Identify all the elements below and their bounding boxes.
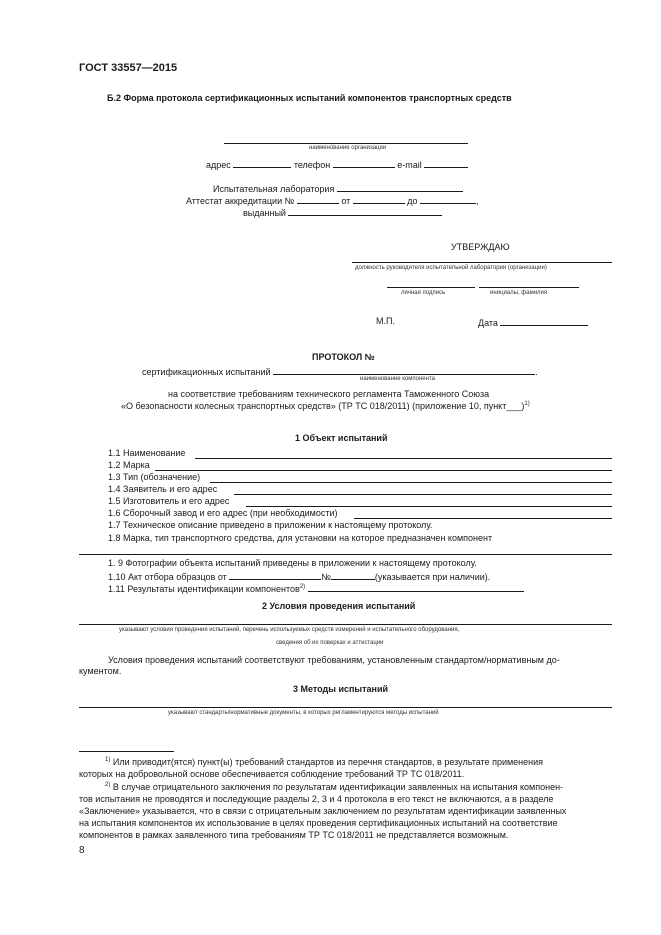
item-1-2-line [155,470,612,471]
compliance-line-2-row [121,401,530,411]
position-caption: должность руководителя испытательной лаборатории (организации) [355,265,547,271]
section2-caption-1: указывают условия проведения испытаний, перечень используемых средств измерений и испытательного оборудования, [119,627,460,633]
component-caption: наименование компонента [360,376,435,382]
item-1-4: 1.4 Заявитель и его адрес [108,484,218,494]
compliance-line-1: на соответствие требованиям технического регламента Таможенного Союза [168,389,490,399]
section2-line [79,624,612,625]
org-name-caption: наименование организации [309,145,387,151]
item-1-8: 1.8 Марка, тип транспортного средства, для установки на которое предназначен компонент [108,533,493,543]
address-label: адрес [206,160,231,170]
section3-title: 3 Методы испытаний [293,684,389,694]
page-number: 8 [79,845,85,856]
signature-line [387,287,475,288]
phone-label: телефон [293,160,331,170]
footnote-2-mark: 2) [105,782,111,788]
from-label: от [341,196,351,206]
stamp-label: М.П. [376,316,395,326]
accreditation-row: Аттестат аккредитации № от до , [186,196,479,206]
footnote-2-line-5: компонентов в рамках заявленного типа требованиям ТР ТС 018/2011 не представляется возможным. [79,830,509,840]
lab-label: Испытательная лаборатория [213,184,335,194]
item-1-9: 1. 9 Фотографии объекта испытаний приведены в приложении к настоящему протоколу. [108,558,477,568]
signature-caption: личная подпись [401,290,446,296]
org-name-line [224,143,468,144]
item-1-10-label: 1.10 Акт отбора образцов от [108,572,227,582]
standard-header: ГОСТ 33557—2015 [79,62,178,74]
section-title: Б.2 Форма протокола сертификационных испытаний компонентов транспортных средств [107,93,512,103]
item-1-10-number-label: № [321,572,331,582]
section2-title: 2 Условия проведения испытаний [262,601,416,611]
footnote-2-line-4: на испытания компонентов их использование в целях проведения сертификационных испытаний на соответствие [79,818,558,828]
address-row [206,158,468,170]
compliance-line-2: «О безопасности колесных транспортных средств» (ТР ТС 018/2011) (приложение 10, пункт___) [121,401,525,411]
item-1-8-line [79,554,612,555]
footnote-1-line-1 [105,757,543,767]
footnote-1-line-2: которых на добровольной основе обеспечивается соблюдение требований ТР ТС 018/2011. [79,769,465,779]
to-label: до [407,196,418,206]
date-label: Дата [478,318,498,328]
item-1-1-line [195,458,612,459]
section2-text-1: Условия проведения испытаний соответствуют требованиям, установленным стандартом/нормативным до- [108,655,560,665]
position-line [352,262,612,263]
footnote-2-line-2: тов испытания не проводятся и последующие разделы 2, 3 и 4 протокола в его текст не включаются, а в разделе [79,794,554,804]
protocol-subject-row: сертификационных испытаний . [142,367,538,377]
item-1-3: 1.3 Тип (обозначение) [108,472,201,482]
item-1-4-line [234,494,612,495]
compliance-footnote-ref: 1) [524,401,530,407]
date-row [478,316,588,328]
footnote-1-mark: 1) [105,757,111,763]
item-1-5: 1.5 Изготовитель и его адрес [108,496,230,506]
section1-title: 1 Объект испытаний [295,433,388,443]
issued-label: выданный [243,208,286,218]
item-1-10-note: (указывается при наличии). [374,572,491,582]
footnote-1-text-1: Или приводит(ятся) пункт(ы) требований стандартов из перечня стандартов, в результате применения [112,757,544,767]
footnote-2-line-3: «Заключение» указывается, что в связи с отрицательным заключением по результатам идентификации заявленных [79,806,567,816]
footnote-2-text-1: В случае отрицательного заключения по результатам идентификации заявленных на испытания компонен- [112,782,564,792]
section3-line [79,707,612,708]
approve-title: УТВЕРЖДАЮ [451,242,510,252]
item-1-11-footnote-ref: 2) [299,584,306,590]
item-1-3-line [210,482,612,483]
protocol-subject-label: сертификационных испытаний [142,367,271,377]
section2-text-2: кументом. [79,666,122,676]
item-1-11-row [108,582,524,594]
section2-caption-2: сведения об их поверках и аттестации [276,640,384,646]
item-1-6-line [354,518,612,519]
issued-row [243,206,442,218]
item-1-7: 1.7 Техническое описание приведено в приложении к настоящему протоколу. [108,520,433,530]
item-1-1: 1.1 Наименование [108,448,186,458]
name-line [479,287,579,288]
accreditation-label: Аттестат аккредитации № [186,196,295,206]
email-label: e-mail [397,160,422,170]
footnote-2-line-1 [105,782,563,792]
item-1-5-line [246,506,612,507]
name-caption: инициалы, фамилия [490,290,548,296]
item-1-6: 1.6 Сборочный завод и его адрес (при необходимости) [108,508,338,518]
item-1-2: 1.2 Марка [108,460,150,470]
footnote-separator [79,751,174,752]
section3-caption: указывают стандарты/нормативные документы, в которых регламентируются методы испытаний [168,710,439,716]
lab-row [213,182,463,194]
item-1-10-row [108,570,490,582]
protocol-title: ПРОТОКОЛ № [312,352,375,362]
item-1-11-label: 1.11 Результаты идентификации компонентов [108,584,300,594]
